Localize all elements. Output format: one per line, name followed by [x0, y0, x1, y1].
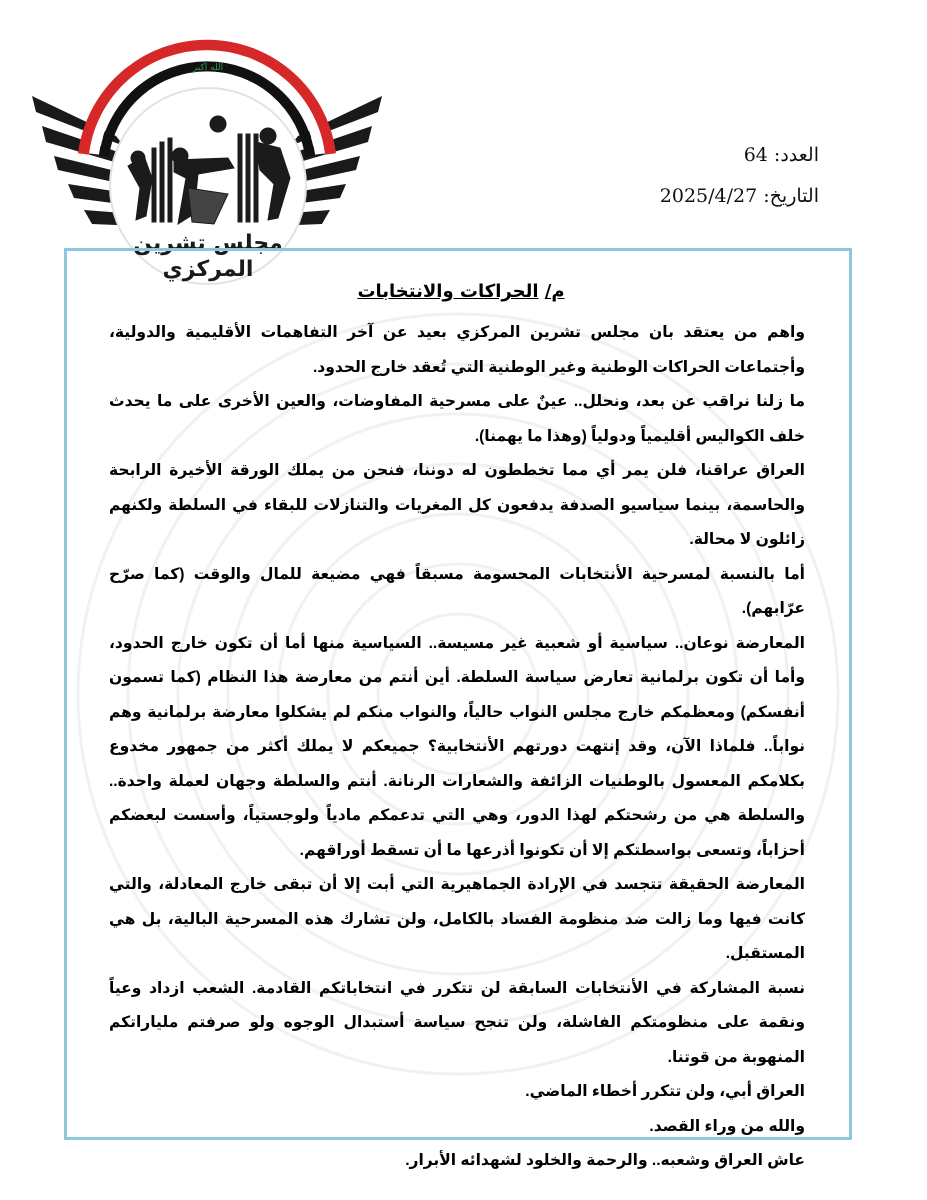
paragraph: والله من وراء القصد.	[649, 1117, 805, 1135]
paragraph: العراق أبي، ولن تتكرر أخطاء الماضي.	[525, 1083, 805, 1100]
paragraph: العراق عراقنا، فلن يمر أي مما تخططون له دوننا، فنحن من يملك الورقة الأخيرة الرابحة والحاسمة، بينما سياسيو الصدفة يدفعون كل المغريات والتنازلات للبقاء في السلطة ولكنهم زائلون لا محالة.	[109, 462, 805, 548]
paragraph: واهم من يعتقد بان مجلس تشرين المركزي بعيد عن آخر التفاهمات الأقليمية والدولية، وأجتماعات الحراكات الوطنية وغير الوطنية التي تُعقد خارج الحدود.	[109, 324, 805, 376]
issue-label: العدد:	[773, 144, 819, 166]
date-line	[660, 185, 819, 207]
article	[109, 281, 813, 1179]
paragraph: المعارضة نوعان.. سياسية أو شعبية غير مسيسة.. السياسية منها أما أن تكون خارج الحدود، وأما أن تكون برلمانية تعارض سياسة السلطة. أين أنتم من معارضة هذا النظام (كما تسمون أنفسكم) ومعظمكم خارج مجلس النواب حالياً، والنواب منكم لم يشكلوا معارضة برلمانية وهم نواباً.. فلماذا الآن، وقد إنتهت دورتهم الأنتخابية؟ جميعكم لا يملك أكثر من جمهور مخدوع بكلامكم المعسول بالوطنيات الزائفة والشعارات الرنانة. أنتم والسلطة وجهان لعملة واحدة.. والسلطة هي من رشحتكم لهذا الدور، وهي التي تدعمكم مادياً ولوجستياً، وأسست لبعضكم أحزاباً، وتسعى بواسطتكم إلا أن تكونوا أذرعها ما أن تسقط أوراقهم.	[109, 634, 805, 859]
issue-line	[744, 144, 819, 166]
paragraph: عاش العراق وشعبه.. والرحمة والخلود لشهدائه الأبرار.	[405, 1152, 805, 1169]
date-value: 2025/4/27	[659, 185, 758, 207]
title-prefix: م/	[544, 281, 565, 302]
statement-frame	[64, 248, 852, 1169]
paragraph: أما بالنسبة لمسرحية الأنتخابات المحسومة مسبقاً فهي مضيعة للمال والوقت (كما صرّح عرّابهم).	[109, 565, 805, 617]
date-label: التاريخ:	[763, 185, 819, 207]
paragraph: المعارضة الحقيقة تتجسد في الإرادة الجماهيرية التي أبت إلا أن تبقى خارج المعادلة، والتي كانت فيها وما زالت ضد منظومة الفساد بالكامل، ولن تشارك هذه المسرحية البالية، بل هي المستقبل.	[109, 876, 805, 962]
flag-takbir: الله أكبر	[192, 63, 224, 73]
title-text: الحراكات والانتخابات	[357, 281, 539, 302]
paragraph: نسبة المشاركة في الأنتخابات السابقة لن تتكرر في انتخاباتكم القادمة. الشعب ازداد وعياً ونقمة على منظومتكم الفاشلة، ولن تنجح سياسة أستبدال الوجوه ولو صرفتم ملياراتكم المنهوبة من قوتنا.	[109, 979, 805, 1066]
org-name-line1: مجلس تشرين	[133, 231, 283, 256]
paragraph: ما زلنا نراقب عن بعد، ونحلل.. عينٌ على مسرحية المفاوضات، والعين الأخرى على ما يحدث خلف الكواليس أقليمياً ودولياً (وهذا ما يهمنا).	[109, 393, 805, 445]
issue-number: 64	[743, 144, 768, 166]
article-title	[109, 281, 813, 302]
org-name-line2: المركزي	[162, 257, 254, 282]
